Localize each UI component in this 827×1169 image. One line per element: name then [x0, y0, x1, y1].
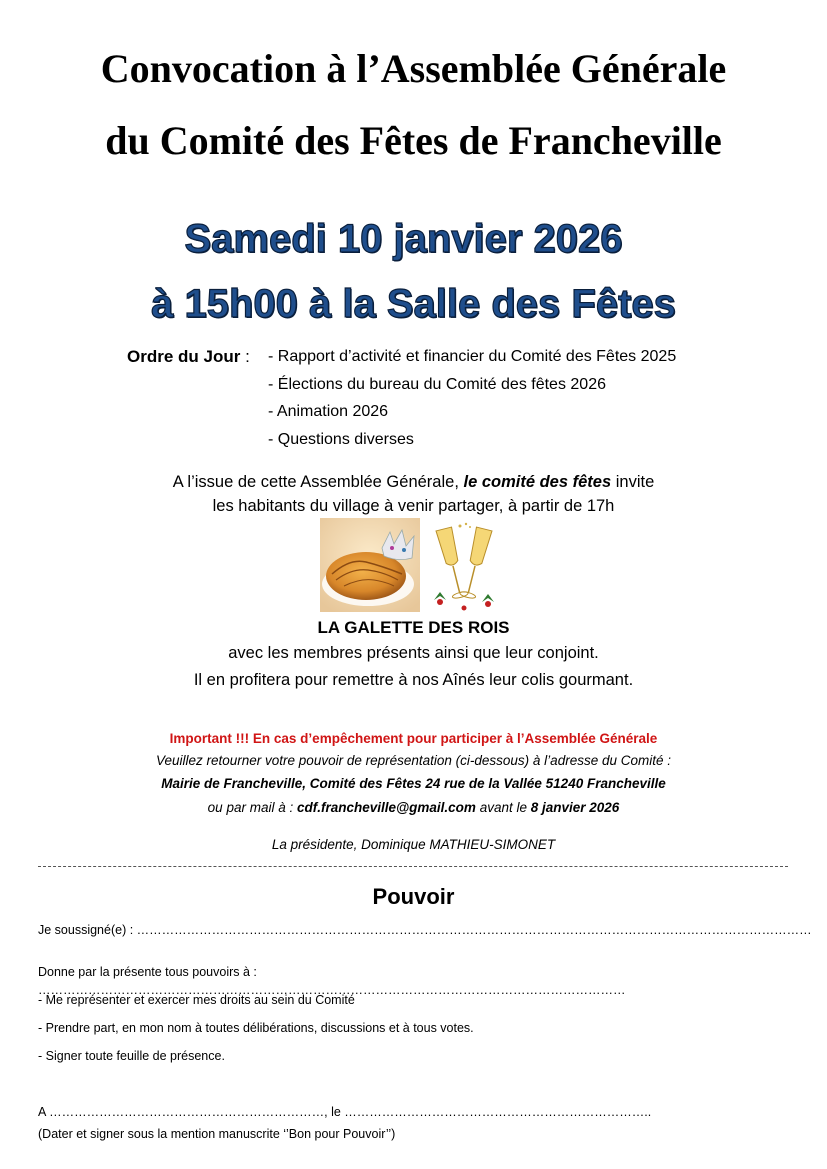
power-item: - Signer toute feuille de présence.	[38, 1049, 225, 1063]
champagne-glasses-image	[426, 522, 502, 614]
agenda-heading	[127, 345, 250, 369]
invite-text: A l’issue de cette Assemblée Générale,	[172, 473, 464, 491]
power-item: - Prendre part, en mon nom à toutes délibérations, discussions et à tous votes.	[38, 1021, 474, 1035]
event-date: Samedi 10 janvier 2026	[184, 217, 623, 261]
agenda-item: - Élections du bureau du Comité des fêtes 2026	[268, 376, 606, 393]
document-title-line1: Convocation à l’Assemblée Générale	[100, 46, 727, 91]
invite-text: invite	[611, 473, 655, 491]
agenda-item: - Questions diverses	[268, 431, 414, 448]
notice-address: Mairie de Francheville, Comité des Fêtes 24 rue de la Vallée 51240 Francheville	[161, 776, 666, 791]
president-signature: La présidente, Dominique MATHIEU-SIMONET	[271, 837, 556, 852]
mail-prefix: ou par mail à :	[207, 800, 297, 815]
mail-mid: avant le	[475, 800, 531, 815]
form-title: Pouvoir	[372, 884, 455, 909]
agenda-label: Ordre du Jour	[127, 347, 241, 366]
invite-line2: les habitants du village à venir partager, à partir de 17h	[212, 497, 615, 515]
invite-line3: avec les membres présents ainsi que leur conjoint.	[228, 644, 599, 662]
agenda-item: - Animation 2026	[268, 403, 389, 420]
galette-title: LA GALETTE DES ROIS	[317, 618, 510, 637]
mandataire-field[interactable]: Donne par la présente tous pouvoirs à : ……………………………………………………………………………………………………………………………	[38, 965, 626, 997]
cut-line	[38, 866, 788, 867]
invite-line4: Il en profitera pour remettre à nos Aînés leur colis gourmant.	[193, 671, 634, 689]
event-place: à 15h00 à la Salle des Fêtes	[151, 282, 676, 326]
document-title-line2: du Comité des Fêtes de Francheville	[105, 118, 722, 163]
invite-emphasis: le comité des fêtes	[463, 473, 612, 491]
signature-instruction: (Dater et signer sous la mention manuscrite ‘’Bon pour Pouvoir’’)	[38, 1127, 396, 1141]
galette-image	[320, 518, 420, 612]
important-text: Important !!! En cas d’empêchement pour participer à l’Assemblée Générale	[169, 731, 658, 746]
power-item: - Me représenter et exercer mes droits au sein du Comité	[38, 993, 355, 1007]
place-date-field[interactable]: A …………………………………………………………, le ………………………………………………………………..	[38, 1105, 652, 1119]
notice-mail-line	[0, 798, 827, 818]
soussigne-field[interactable]: Je soussigné(e) : ………………………………………………………………………………………………………………………………………………	[38, 923, 812, 937]
important-notice	[0, 729, 827, 749]
invite-line1	[0, 470, 827, 494]
agenda-item: - Rapport d’activité et financier du Comité des Fêtes 2025	[268, 348, 677, 365]
notice-instruction: Veuillez retourner votre pouvoir de représentation (ci-dessous) à l’adresse du Comité :	[155, 753, 671, 768]
mail-address-link[interactable]: cdf.francheville@gmail.com	[296, 800, 476, 815]
deadline-date: 8 janvier 2026	[530, 800, 620, 815]
agenda-separator: :	[240, 347, 250, 366]
